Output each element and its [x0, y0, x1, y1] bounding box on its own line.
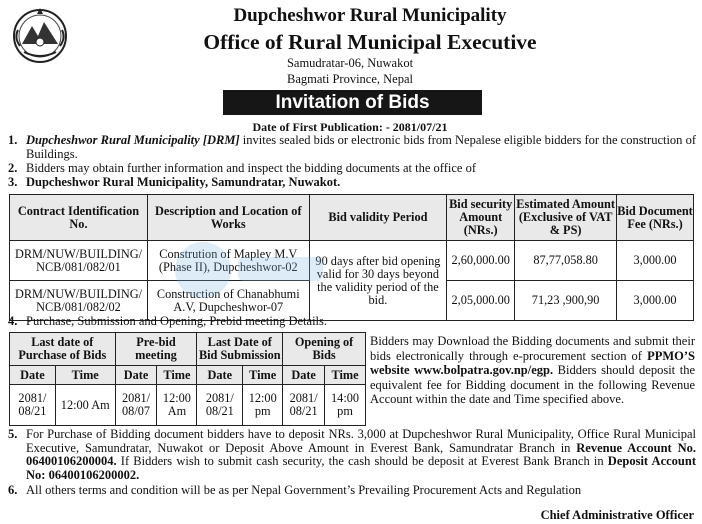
point-5-text: If Bidders wish to submit cash security, the cash should be deposit at Everest Bank Branch in [116, 454, 608, 468]
time-header: Time [55, 366, 115, 385]
e-procurement-note [370, 334, 695, 407]
schedule-time: 12:00 pm [243, 385, 283, 426]
point-2 [8, 162, 696, 176]
column-header: Contract Identification No. [10, 195, 148, 241]
table-row [10, 241, 694, 281]
contract-id: DRM/NUW/BUILDING/ NCB/081/082/01 [10, 241, 148, 281]
schedule-date: 2081/ 08/07 [115, 385, 157, 426]
schedule-date: 2081/ 08/21 [10, 385, 56, 426]
schedule-time: 12:00 Am [157, 385, 197, 426]
time-header: Time [325, 366, 366, 385]
schedule-table [9, 332, 366, 426]
org-name: Dupcheshwor Rural Municipality [233, 5, 507, 26]
revenue-account: Revenue Account No. 06400106200004. [26, 440, 696, 468]
estimated-amount: 71,23 ,900,90 [515, 281, 617, 321]
point-4-text: Purchase, Submission and Opening, Prebid meeting Details. [26, 314, 328, 328]
date-header: Date [197, 366, 243, 385]
point-1-text: invites sealed bids or electronic bids from Nepalese eligible bidders for the construction of Buildings. [26, 133, 696, 161]
point-number: 1. [8, 133, 18, 147]
bid-validity: 90 days after bid opening valid for 30 days beyond the validity period of the bid. [309, 241, 447, 321]
work-description: Construction of Chanabhumi A.V, Dupcheshwor-07 [147, 281, 309, 321]
point-2-text: Bidders may obtain further information and inspect the bidding documents at the office of [26, 161, 476, 175]
date-header: Date [10, 366, 56, 385]
time-header: Time [243, 366, 283, 385]
address-line-1: Samudratar-06, Nuwakot [286, 56, 414, 70]
group-header: Opening of Bids [283, 333, 366, 366]
table-header-row [10, 195, 694, 241]
bid-security: 2,60,000.00 [447, 241, 515, 281]
point-number: 6. [8, 483, 18, 497]
deposit-account: Deposit Account No: 06400106200002. [26, 454, 696, 482]
schedule-group-row [10, 333, 366, 366]
point-5-text: For Purchase of Bidding document bidders have to deposit NRs. 3,000 at Dupcheshwor Rural Municipality, Office Rural Municipal Executive, Samundratar, Nuwakot or Deposit Above Amount in Everest Bank, Samundratar Branch in [26, 427, 696, 455]
schedule-time: 14:00 pm [325, 385, 366, 426]
point-number: 2. [8, 161, 18, 175]
address-line-2: Bagmati Province, Nepal [286, 72, 413, 86]
schedule-time: 12:00 Am [55, 385, 115, 426]
note-text: Bidders should deposit the equivalent fee for Bidding document in the following Revenue Account within the date and Time specified above. [370, 363, 695, 407]
group-header: Last date of Purchase of Bids [10, 333, 116, 366]
column-header: Bid validity Period [309, 195, 447, 241]
column-header: Bid Document Fee (NRs.) [617, 195, 694, 241]
date-header: Date [283, 366, 325, 385]
date-header: Date [115, 366, 157, 385]
bid-security: 2,05,000.00 [447, 281, 515, 321]
document-fee: 3,000.00 [617, 281, 694, 321]
table-row [10, 385, 366, 426]
point-3 [8, 176, 696, 190]
contracts-table [9, 194, 694, 321]
point-1 [8, 134, 696, 161]
point-4 [8, 315, 696, 329]
point-6-text: All others terms and condition will be as per Nepal Government’s Prevailing Procurement Acts and Regulation [26, 483, 582, 497]
group-header: Last Date of Bid Submission [197, 333, 283, 366]
point-number: 4. [8, 314, 18, 328]
estimated-amount: 87,77,058.80 [515, 241, 617, 281]
signatory: Chief Administrative Officer [540, 508, 694, 522]
time-header: Time [157, 366, 197, 385]
schedule-date: 2081/ 08/21 [283, 385, 325, 426]
point-number: 3. [8, 175, 18, 189]
schedule-date: 2081/ 08/21 [197, 385, 243, 426]
work-description: Constrution of Mapley M.V (Phase II), Dupcheshwor-02 [147, 241, 309, 281]
nepal-emblem-icon [10, 4, 70, 64]
title-banner: Invitation of Bids [223, 90, 482, 115]
point-1-lead: Dupcheshwor Rural Municipality [DRM] [26, 133, 240, 147]
column-header: Description and Location of Works [147, 195, 309, 241]
ppmo-website-link[interactable]: PPMO’S website www.bolpatra.gov.np/egp. [370, 348, 695, 378]
office-name: Office of Rural Municipal Executive [203, 30, 537, 54]
publication-date: Date of First Publication: - 2081/07/21 [252, 120, 448, 134]
schedule-subheader-row [10, 366, 366, 385]
point-6 [8, 484, 696, 498]
document-fee: 3,000.00 [617, 241, 694, 281]
contract-id: DRM/NUW/BUILDING/ NCB/081/082/02 [10, 281, 148, 321]
group-header: Pre-bid meeting [115, 333, 197, 366]
column-header: Estimated Amount (Exclusive of VAT & PS) [515, 195, 617, 241]
note-text: Bidders may Download the Bidding documents and submit their bids electronically through e-procurement section of [370, 334, 695, 363]
column-header: Bid security Amount (NRs.) [447, 195, 515, 241]
point-5 [8, 428, 696, 482]
point-number: 5. [8, 427, 18, 441]
point-3-text: Dupcheshwor Rural Municipality, Samundratar, Nuwakot. [26, 175, 341, 189]
